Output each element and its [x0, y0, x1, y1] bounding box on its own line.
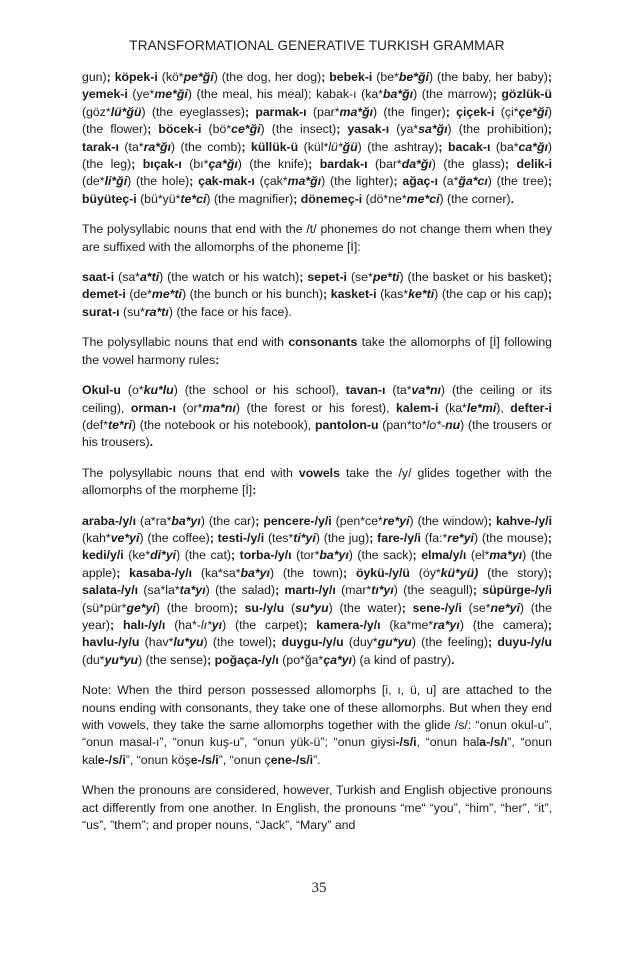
text-run: saat-i [82, 270, 115, 285]
text-run: The polysyllabic nouns that end with [82, 335, 289, 350]
text-run: (çi* [494, 104, 519, 119]
text-run: (or* [176, 400, 203, 415]
text-run: ) (the baby, her baby) [428, 70, 548, 84]
text-run: ti*yi [293, 530, 316, 545]
text-run: -/s/i [395, 735, 417, 750]
text-run: (ka*sa* [192, 565, 241, 580]
text-run: (kül* [298, 139, 329, 154]
text-run: ; pencere-/y/i [255, 513, 332, 528]
paragraph-5 [82, 382, 552, 452]
text-run: ) (the coffee) [139, 530, 210, 545]
text-run: (ke* [123, 548, 151, 563]
text-run: ba*yı [171, 513, 201, 528]
text-run: (su* [119, 304, 145, 319]
text-run: di*yi [150, 548, 177, 563]
text-run: orman-ı [130, 400, 177, 415]
text-run: ) (the meal, his meal) [187, 87, 309, 102]
text-run: ) (the watch or his watch) [159, 270, 300, 285]
text-run: a-/s/ı [479, 735, 508, 750]
text-run: . [149, 435, 154, 450]
text-run: take the /y/ glides together with the allomorphs of the morpheme [İ] [82, 465, 552, 498]
text-run: (ta* [385, 383, 412, 398]
text-run: ; poğaça-/y/ı [207, 652, 279, 667]
text-run: (kas* [376, 287, 409, 302]
paragraph-2 [82, 221, 552, 256]
text-run: yı [211, 617, 223, 632]
paragraph-1 [82, 69, 552, 208]
text-run: ) (the window) [409, 513, 488, 528]
text-run: ) (the ceiling or its ceiling), [82, 383, 553, 415]
text-run: ; parmak-ı [244, 104, 307, 119]
text-run: (ka*me* [380, 617, 434, 632]
text-run: (o* [120, 383, 144, 398]
paragraph-4 [82, 334, 552, 369]
text-run: te*ci [180, 191, 207, 206]
text-run: (pan*to* [378, 417, 427, 432]
text-run: e-/s/i [190, 752, 219, 767]
text-run: me*ti [151, 287, 182, 302]
text-run: : [252, 483, 257, 498]
text-run: ) (the school or his school), [173, 383, 346, 398]
text-run: (çak* [254, 174, 288, 189]
text-run: ra*ğı [143, 139, 171, 154]
paragraph-9 [82, 782, 552, 834]
text-run: me*ci [406, 191, 440, 206]
text-run: (duy* [343, 635, 378, 650]
text-run: ; bebek-i [321, 70, 373, 84]
text-run: ; öykü-/y/ü [343, 565, 410, 580]
text-run: lu*yu [173, 635, 204, 650]
text-run: ; havlu-/y/u [82, 617, 553, 650]
text-run: ge*yi [126, 600, 156, 615]
text-run: ) (the face or his face). [168, 304, 292, 319]
text-run: ) (the mouse) [473, 530, 548, 545]
text-run: ça*yı [323, 652, 353, 667]
text-run: (ka* [438, 400, 467, 415]
text-run: ) (the cat) [176, 548, 231, 563]
text-run: kü*yü) [440, 565, 479, 580]
text-run: ”, “onun ç [218, 752, 271, 767]
text-run: va*nı [411, 383, 441, 398]
text-run: (pen*ce* [331, 513, 383, 528]
text-run: ; bıçak-ı [131, 157, 182, 172]
text-run: ) (the ashtray) [357, 139, 439, 154]
text-run: ta*yı [179, 583, 206, 598]
text-run: ) (the magnifier) [206, 191, 294, 206]
text-run: (a* [437, 174, 459, 189]
text-run: ) (the marrow) [413, 87, 493, 102]
text-run: ; yasak-ı [336, 122, 390, 137]
text-run: ; büyüteç-i [82, 174, 552, 206]
text-run: ) (the leg) [82, 139, 552, 172]
text-run: (ba* [490, 139, 519, 154]
text-run: ) (the carpet) [222, 617, 304, 632]
paragraph-7 [82, 513, 552, 670]
text-run: ) (the flower) [82, 104, 552, 137]
text-run: a*ti [139, 270, 160, 285]
text-run: (tes* [264, 530, 294, 545]
text-run: (a*ra* [136, 513, 172, 528]
text-run: ğü [342, 139, 358, 154]
text-run: ) (the finger) [373, 104, 446, 119]
text-run: ma*yı [489, 548, 523, 563]
text-run: ) (the broom) [155, 600, 234, 615]
text-run: ) (the insect) [260, 122, 337, 137]
text-run: (mar* [335, 583, 372, 598]
text-run: ) (the feeling) [411, 635, 488, 650]
text-run: ; bardak-ı [308, 157, 368, 172]
text-run: ) (the notebook or his notebook), [131, 417, 315, 432]
text-run: ; [308, 87, 317, 102]
text-run: ( [284, 600, 296, 615]
text-run: ”. [313, 752, 321, 767]
text-run: ; testi-/y/i [209, 530, 265, 545]
text-run: da*ğı [401, 157, 432, 172]
text-run: lü* [328, 139, 343, 154]
text-run: ) (the car) [200, 513, 256, 528]
text-run: ; [487, 513, 492, 528]
text-run: ; bacak-ı [438, 139, 491, 154]
text-run: (se* [461, 600, 491, 615]
text-run: (bü*yü* [136, 191, 181, 206]
text-run: gun) [82, 70, 107, 84]
text-run: (sa*la* [138, 583, 180, 598]
text-run: le*mi [466, 400, 497, 415]
text-run: (be* [372, 70, 399, 84]
text-run: ) (the basket or his basket) [399, 270, 548, 285]
text-run: ; dönemeç-i [293, 191, 363, 206]
text-run: ; surat-ı [82, 287, 552, 319]
text-run: (ha*- [165, 617, 201, 632]
text-run: su*yu [295, 600, 329, 615]
text-run: ) (the sense) [138, 652, 208, 667]
text-run: li*ği [104, 174, 128, 189]
text-run: ; delik-i [504, 157, 552, 172]
text-run: lı* [200, 617, 212, 632]
text-run: me*ği [154, 87, 188, 102]
text-run: (sa* [114, 270, 140, 285]
text-run: ; martı-/y/ı [275, 583, 336, 598]
text-run: pe*ti [372, 270, 400, 285]
text-run: ) (the towel) [203, 635, 273, 650]
text-run: take the allomorphs of [İ] following the vowel harmony rules [82, 335, 552, 367]
text-run: ; tarak-ı [82, 122, 552, 154]
text-run: Note: When the third person possessed allomorphs [i, ı, ü, u] are attached to the nouns ending with consonants, they take one of these allomorphs. But when they end with vowels, they take the same allomorphs together with the glide /s/: “onun okul-u”, “onun masal-ı”, “onun kuş-u”, “onun yük-ü”; “onun giysi [82, 683, 552, 750]
text-run: ; küllük-ü [241, 139, 299, 154]
text-run: (ya* [389, 122, 419, 137]
text-run: ) (the water) [328, 600, 402, 615]
text-run: (def* [82, 417, 108, 432]
text-run: ) (the tree) [487, 174, 548, 189]
paragraph-6 [82, 465, 552, 500]
text-run: ”, “onun kal [82, 735, 552, 767]
text-run: pe*ği [183, 70, 214, 84]
text-run: lo*- [426, 417, 446, 432]
text-run: ) (the bunch or his bunch) [181, 287, 324, 302]
text-run: ; gözlük-ü [492, 87, 552, 102]
text-run: kalem-i [396, 400, 439, 415]
text-run: ; elma/y/ı [412, 548, 467, 563]
text-run: (göz* [82, 104, 111, 119]
text-run: ; böcek-i [147, 122, 202, 137]
text-run: ) (the year) [82, 600, 552, 632]
text-run: (the story) [478, 565, 548, 580]
text-run: ) (the seagull) [393, 583, 473, 598]
text-run: ) (the salad) [205, 583, 276, 598]
paragraph-8 [82, 682, 552, 769]
text-run: ca*ğı [518, 139, 548, 154]
text-run: (kö* [157, 70, 184, 84]
text-run: (ta* [118, 139, 144, 154]
text-run: tı*yı [371, 583, 394, 598]
text-run: The polysyllabic nouns that end with [82, 465, 299, 480]
text-run: çe*ği [518, 104, 548, 119]
text-run: sa*ğı [418, 122, 448, 137]
text-run: pantolon-u [314, 417, 379, 432]
text-run: tavan-ı [345, 383, 386, 398]
text-run: kahve-/y/i [495, 513, 552, 528]
text-run: ; demet-i [82, 270, 552, 302]
text-run: ; sepet-i [299, 270, 347, 285]
text-run: ğa*cı [458, 174, 488, 189]
text-run: ) (the knife) [237, 157, 309, 172]
text-run: ; halı-/y/ı [110, 617, 166, 632]
text-run: ; duyu-/y/u [487, 635, 553, 650]
text-run: (du* [82, 652, 105, 667]
text-run: (fa:* [420, 530, 448, 545]
text-run: kabak-ı (ka* [316, 87, 383, 102]
text-run: ), [496, 400, 511, 415]
text-run: ) (the forest or his forest), [235, 400, 397, 415]
text-run: . [510, 191, 514, 206]
text-run: (sü*pür* [82, 600, 127, 615]
text-run: ba*yı [240, 565, 270, 580]
text-run: (de* [125, 287, 152, 302]
text-run: ra*yı [433, 617, 460, 632]
text-run: ; kamera-/y/ı [303, 617, 381, 632]
running-header: TRANSFORMATIONAL GENERATIVE TURKISH GRAMMAR [129, 38, 505, 53]
text-run: . [451, 652, 455, 667]
text-run: be*ği [398, 70, 429, 84]
text-run: (bar* [367, 157, 402, 172]
text-run: ) (the hole) [127, 174, 190, 189]
text-run: ce*ği [231, 122, 261, 137]
text-run: ) (the cap or his cap) [434, 287, 548, 302]
text-run: ; fare-/y/i [369, 530, 421, 545]
text-run: ma*nı [202, 400, 236, 415]
text-run: ) (the eyeglasses) [141, 104, 245, 119]
text-run: (de* [82, 174, 105, 189]
text-run: ; çiçek-i [445, 104, 495, 119]
text-run: ) (the glass) [431, 157, 505, 172]
text-run: ne*yi [490, 600, 520, 615]
text-run: (par* [306, 104, 340, 119]
text-run: consonants [288, 335, 358, 350]
text-run: ; ağaç-ı [393, 174, 438, 189]
text-run: ) (the trousers or his trousers) [82, 417, 553, 450]
text-run: ma*ğı [339, 104, 374, 119]
text-run: ene-/s/i [270, 752, 314, 767]
text-run: ; sene-/y/i [401, 600, 462, 615]
text-run: (ye* [127, 87, 155, 102]
text-run: ; kasket-i [323, 287, 377, 302]
text-run: ku*lu [143, 383, 174, 398]
text-run: ) (the lighter) [321, 174, 394, 189]
text-run: ) (the camera) [459, 617, 548, 632]
text-run: ; kedi/y/i [82, 530, 552, 563]
text-run: e-/s/i [97, 752, 126, 767]
text-run: ) (the town) [269, 565, 343, 580]
text-run: gu*yu [377, 635, 412, 650]
text-run: ) (a kind of pastry) [352, 652, 452, 667]
text-run: ) (the jug) [315, 530, 370, 545]
text-run: ; salata-/y/ı [82, 565, 553, 598]
text-run: ma*ğı [287, 174, 322, 189]
text-run: re*yi [447, 530, 474, 545]
text-run: ; torba-/y/ı [231, 548, 292, 563]
text-run: The polysyllabic nouns that end with the /t/ phonemes do not change them when they are suffixed with the allomorphs of the phoneme [İ]: [82, 222, 552, 254]
text-run: ra*tı [144, 304, 169, 319]
text-run: ) (the apple) [82, 548, 552, 580]
text-run: Okul-u [82, 383, 121, 398]
text-run: (öy* [409, 565, 441, 580]
text-run: vowels [298, 465, 340, 480]
text-run: re*yi [382, 513, 410, 528]
text-run: (hav* [139, 635, 174, 650]
text-run: (se* [346, 270, 373, 285]
text-run: (el* [466, 548, 490, 563]
text-run: (tor* [291, 548, 320, 563]
text-run: nu [445, 417, 461, 432]
text-run: yu*yu [104, 652, 139, 667]
page-number: 35 [311, 880, 327, 896]
text-run: ) (the prohibition) [447, 122, 548, 137]
text-run: ; duygu-/y/u [272, 635, 344, 650]
text-run: ; süpürge-/y/i [472, 583, 552, 598]
text-run: ) (the comb) [170, 139, 242, 154]
text-run: (dö*ne* [362, 191, 407, 206]
text-run: , “onun hal [416, 735, 480, 750]
text-run: ; kasaba-/y/ı [116, 565, 193, 580]
text-run: : [215, 352, 220, 367]
text-run: (kah* [82, 530, 111, 545]
text-run: ”, “onun köş [125, 752, 191, 767]
text-run: ; köpek-i [106, 70, 158, 84]
text-run: ) (the corner) [439, 191, 511, 206]
text-run: araba-/y/ı [82, 513, 136, 528]
text-run: When the pronouns are considered, however, Turkish and English objective pronouns act differently from one another. In English, the pronouns “me“ “you”, “him”, “her”, “it”, “us”, ”them”; and proper nouns, “Jack”, “Mary” and [82, 783, 552, 833]
text-run: (bö* [201, 122, 232, 137]
text-run: te*ri [107, 417, 132, 432]
text-run: ba*ğı [383, 87, 414, 102]
paragraph-3 [82, 269, 552, 321]
text-run: ; su-/y/u [233, 600, 285, 615]
text-run: ba*yı [319, 548, 349, 563]
text-run: ) (the dog, her dog) [213, 70, 322, 84]
text-run: ke*ti [408, 287, 435, 302]
text-run: ça*ğı [208, 157, 238, 172]
text-run: ve*yi [110, 530, 140, 545]
text-run: ; yemek-i [82, 70, 552, 102]
text-run: ) (the sack) [348, 548, 413, 563]
text-run: (po*ğa* [278, 652, 324, 667]
text-run: lü*ğü [110, 104, 142, 119]
text-run: (bı* [181, 157, 209, 172]
text-run: defter-i [510, 400, 552, 415]
text-run: ; çak-mak-ı [189, 174, 255, 189]
